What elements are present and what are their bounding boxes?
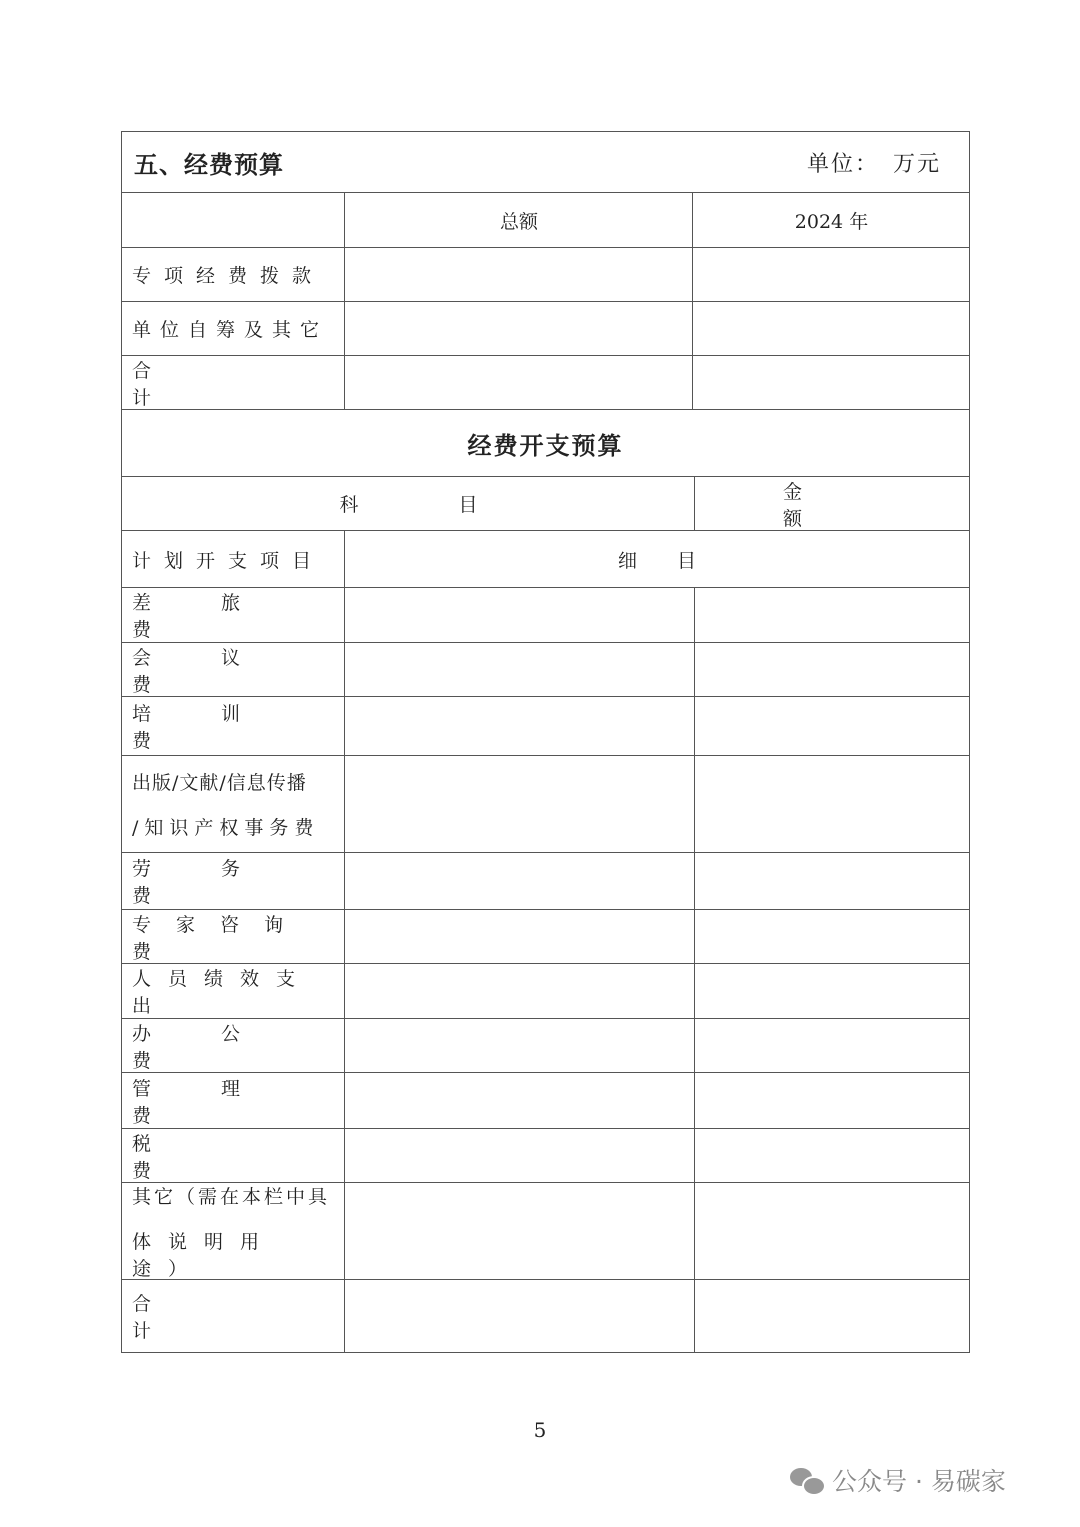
funding-row-label: [132, 248, 334, 301]
expense-item-label: 税费: [132, 1132, 312, 1182]
expense-item-label: 培训费: [132, 703, 311, 752]
expense-item-label: 会议费: [132, 646, 311, 696]
plan-label: 计划开支项目: [132, 549, 325, 572]
expense-item-label-line1: 出版/文献/信息传播: [132, 772, 307, 794]
expense-title-cell: [122, 410, 969, 476]
unit-label: 单位：: [806, 151, 879, 177]
col-year-header: [693, 193, 970, 247]
funding-row-1-label: [132, 261, 334, 288]
expense-item-label: 差旅费: [132, 591, 311, 641]
col-total-label: 总额: [499, 210, 538, 233]
expense-item: [132, 697, 334, 755]
expense-item-label: 办公费: [132, 1022, 311, 1072]
expense-item: [132, 643, 334, 696]
expense-item: [132, 910, 334, 963]
expense-item-label-line1: 其它（需在本栏中具: [132, 1185, 331, 1208]
detail-header: [345, 531, 969, 587]
expense-item-label: 管理费: [132, 1077, 311, 1127]
col-total-header: [345, 193, 693, 247]
expense-total: [132, 1280, 334, 1352]
expense-item-label-line2: 体说明用途）: [132, 1230, 277, 1280]
col-amount-label: 金额: [783, 480, 891, 530]
col-subject-header: [122, 477, 695, 530]
expense-item: [132, 588, 334, 641]
funding-row-label: [132, 356, 334, 409]
unit-value: 万元: [892, 151, 941, 177]
expense-item: [132, 853, 334, 909]
col-amount-header: [695, 477, 970, 530]
expense-item: [132, 964, 334, 1018]
expense-item-label-line2: /知识产权事务费: [132, 817, 320, 839]
label-text: 专项经费拨款: [132, 265, 325, 287]
funding-total-label: 合计: [132, 359, 312, 409]
unit-cell: [807, 132, 941, 192]
expense-item: [132, 1019, 334, 1072]
expense-item: [132, 1183, 337, 1279]
expense-item-label: 劳务费: [132, 858, 311, 907]
funding-row-2-label: 单位自筹及其它: [132, 319, 329, 341]
expense-item-label: 人员绩效支出: [132, 968, 313, 1017]
watermark-text: 公众号 · 易碳家: [832, 1467, 1006, 1496]
expense-item: [132, 1073, 334, 1128]
col-subject-label: 科目: [339, 494, 578, 516]
section-title: 五、经费预算: [134, 149, 284, 179]
page-number: 5: [533, 1418, 547, 1442]
expense-item-label: 专家咨询费: [132, 913, 309, 963]
section-title-cell: [134, 132, 284, 192]
wechat-icon: [790, 1466, 824, 1494]
expense-section-title: 经费开支预算: [467, 431, 624, 460]
budget-table: [121, 131, 970, 1353]
detail-label: 细目: [617, 549, 736, 572]
funding-row-label: [132, 302, 334, 355]
expense-item: [132, 756, 337, 852]
col-year-label: 2024 年: [794, 210, 869, 233]
watermark: [790, 1462, 1006, 1498]
expense-total-label: 合计: [132, 1293, 312, 1342]
expense-item: [132, 1129, 334, 1182]
plan-label-cell: [132, 531, 334, 587]
